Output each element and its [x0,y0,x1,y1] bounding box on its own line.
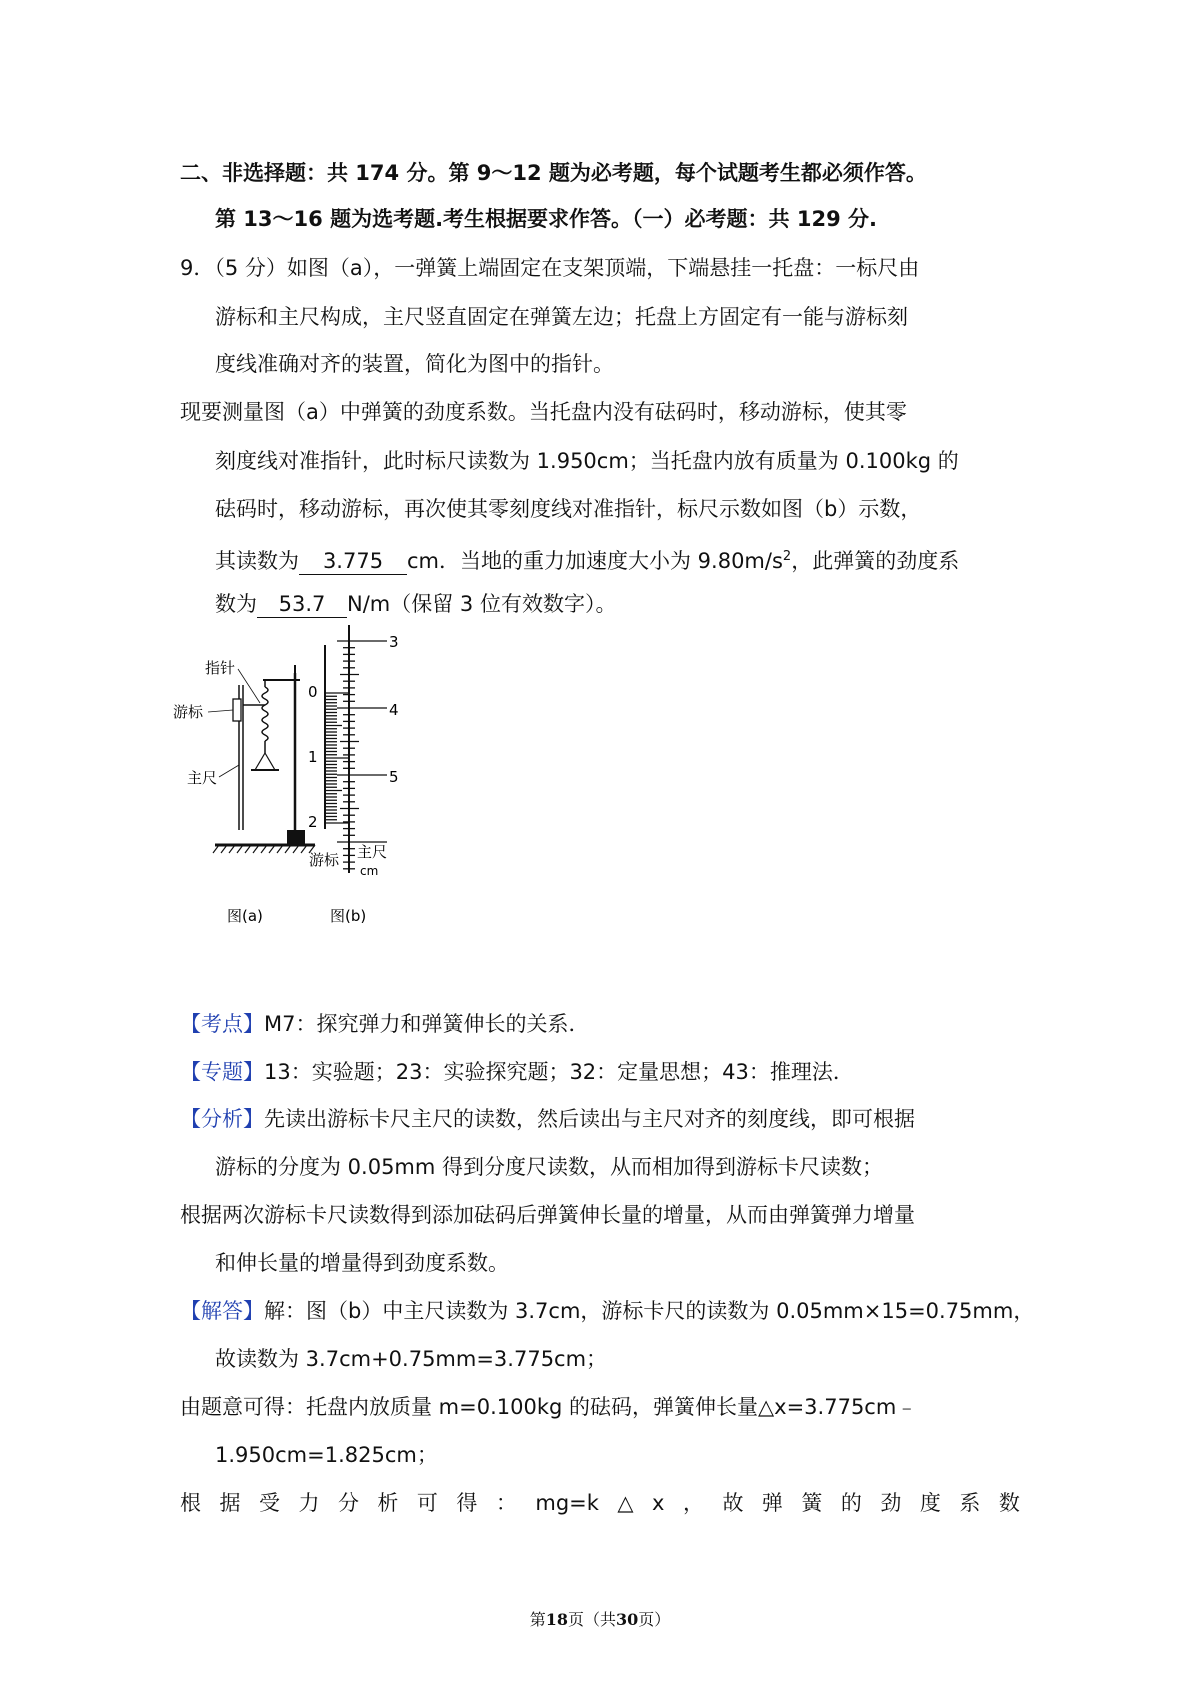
page-footer [0,1607,1200,1630]
superscript-2: 2 [782,549,792,564]
footer-suffix: 页） [638,1610,671,1629]
jieda-line-1 [180,1296,1034,1326]
jieda-line-3: 由题意可得：托盘内放质量 m=0.100kg 的砝码，弹簧伸长量△x=3.775cm﹣ [180,1395,918,1419]
jieda-line-5-char: ， [682,1491,704,1515]
figure-svg [173,625,450,940]
jieda-line-5-char: 的 [840,1491,862,1515]
jieda-line-5-char: 度 [919,1491,941,1515]
jieda-line-2: 故读数为 3.7cm+0.75mm=3.775cm； [215,1347,608,1371]
fenxi-line-1 [180,1104,915,1134]
jieda-line-5-char: 簧 [801,1491,823,1515]
question-line-1: 9．（5 分）如图（a），一弹簧上端固定在支架顶端，下端悬挂一托盘：一标尺由 [180,256,920,280]
zhuanti-text: 13：实验题；23：实验探究题；32：定量思想；43：推理法． [264,1060,854,1084]
kaodian-line [180,1009,589,1039]
figure-apparatus [173,625,450,940]
question-line-3: 度线准确对齐的装置，简化为图中的指针。 [215,352,614,376]
fenxi-tag: 【分析】 [180,1107,264,1131]
footer-prefix: 第 [529,1610,546,1629]
jieda-line-5-char: 据 [219,1491,241,1515]
kaodian-tag: 【考点】 [180,1012,264,1036]
jieda-text-1: 解：图（b）中主尺读数为 3.7cm，游标卡尺的读数为 0.05mm×15=0.75mm， [264,1299,1035,1323]
jieda-line-5-char: 分 [337,1491,359,1515]
answer-blank-1: 3.775 [299,548,407,575]
label-vernier: 游标 [173,703,204,721]
bottom-label-unit: cm [360,864,379,878]
label-main: 主尺 [187,769,218,787]
jieda-line-5-char: 析 [377,1491,399,1515]
jieda-line-5-char: 系 [959,1491,981,1515]
bottom-label-vernier: 游标 [309,851,340,869]
jieda-line-5-char: 得 [456,1491,478,1515]
fenxi-line-2: 游标的分度为 0.05mm 得到分度尺读数，从而相加得到游标卡尺读数； [215,1155,884,1179]
caption-a: 图(a) [227,907,263,925]
fenxi-line-3: 根据两次游标卡尺读数得到添加砝码后弹簧伸长量的增量，从而由弹簧弹力增量 [180,1203,915,1227]
jieda-line-5-char: △ [617,1491,634,1515]
jieda-line-5-char: mg=k [535,1491,599,1515]
answer-blank-2: 53.7 [257,591,347,618]
jieda-line-5-char: ： [495,1491,517,1515]
footer-middle: 页（共 [567,1610,616,1629]
main-label-4: 4 [389,701,399,719]
question-line-8-suffix: N/m（保留 3 位有效数字）。 [347,592,617,616]
jieda-line-5-char: 根 [180,1491,201,1515]
jieda-line-5-char: 故 [722,1491,744,1515]
label-pointer: 指针 [205,659,236,677]
question-line-5: 刻度线对准指针，此时标尺读数为 1.950cm；当托盘内放有质量为 0.100kg 的 [215,449,959,473]
vernier-label-2: 2 [308,813,318,831]
question-line-4: 现要测量图（a）中弹簧的劲度系数。当托盘内没有砝码时，移动游标，使其零 [180,400,907,424]
jieda-line-5-char: 可 [416,1491,438,1515]
zhuanti-line [180,1057,854,1087]
question-line-6: 砝码时，移动游标，再次使其零刻度线对准指针，标尺示数如图（b）示数， [215,497,922,521]
question-line-7-prefix: 其读数为 [215,549,299,573]
section-heading-1: 二、非选择题：共 174 分。第 9～12 题为必考题，每个试题考生都必须作答。 [180,161,927,185]
jieda-tag: 【解答】 [180,1299,264,1323]
jieda-line-5 [180,1488,1020,1518]
fenxi-text-1: 先读出游标卡尺主尺的读数，然后读出与主尺对齐的刻度线，即可根据 [264,1107,915,1131]
section-heading-2: 第 13～16 题为选考题.考生根据要求作答。（一）必考题：共 129 分. [215,207,877,231]
jieda-line-4: 1.950cm=1.825cm； [215,1443,438,1467]
footer-page-number: 18 [545,1610,568,1629]
vernier-label-0: 0 [308,683,318,701]
jieda-line-5-char: 受 [258,1491,280,1515]
question-line-7-suffix: ，此弹簧的劲度系 [791,549,960,573]
figure-a [173,659,315,925]
vernier-label-1: 1 [308,748,318,766]
bottom-label-main: 主尺 [357,843,388,861]
question-line-8-prefix: 数为 [215,592,257,616]
main-label-5: 5 [389,768,399,786]
footer-total-pages: 30 [616,1610,639,1629]
question-line-7 [215,542,959,576]
kaodian-text: M7：探究弹力和弹簧伸长的关系． [264,1012,590,1036]
caption-b: 图(b) [330,907,367,925]
jieda-line-5-char: 劲 [880,1491,902,1515]
figure-b [308,625,399,925]
fenxi-line-4: 和伸长量的增量得到劲度系数。 [215,1251,509,1275]
jieda-line-5-char: 力 [298,1491,320,1515]
jieda-line-5-char: 弹 [761,1491,783,1515]
question-line-8 [215,589,616,619]
main-label-3: 3 [389,633,399,651]
jieda-line-5-char: x [652,1491,665,1515]
question-line-2: 游标和主尺构成，主尺竖直固定在弹簧左边；托盘上方固定有一能与游标刻 [215,305,908,329]
zhuanti-tag: 【专题】 [180,1060,264,1084]
question-line-7-mid: cm．当地的重力加速度大小为 9.80m/s [407,549,783,573]
jieda-line-5-char: 数 [998,1491,1020,1515]
